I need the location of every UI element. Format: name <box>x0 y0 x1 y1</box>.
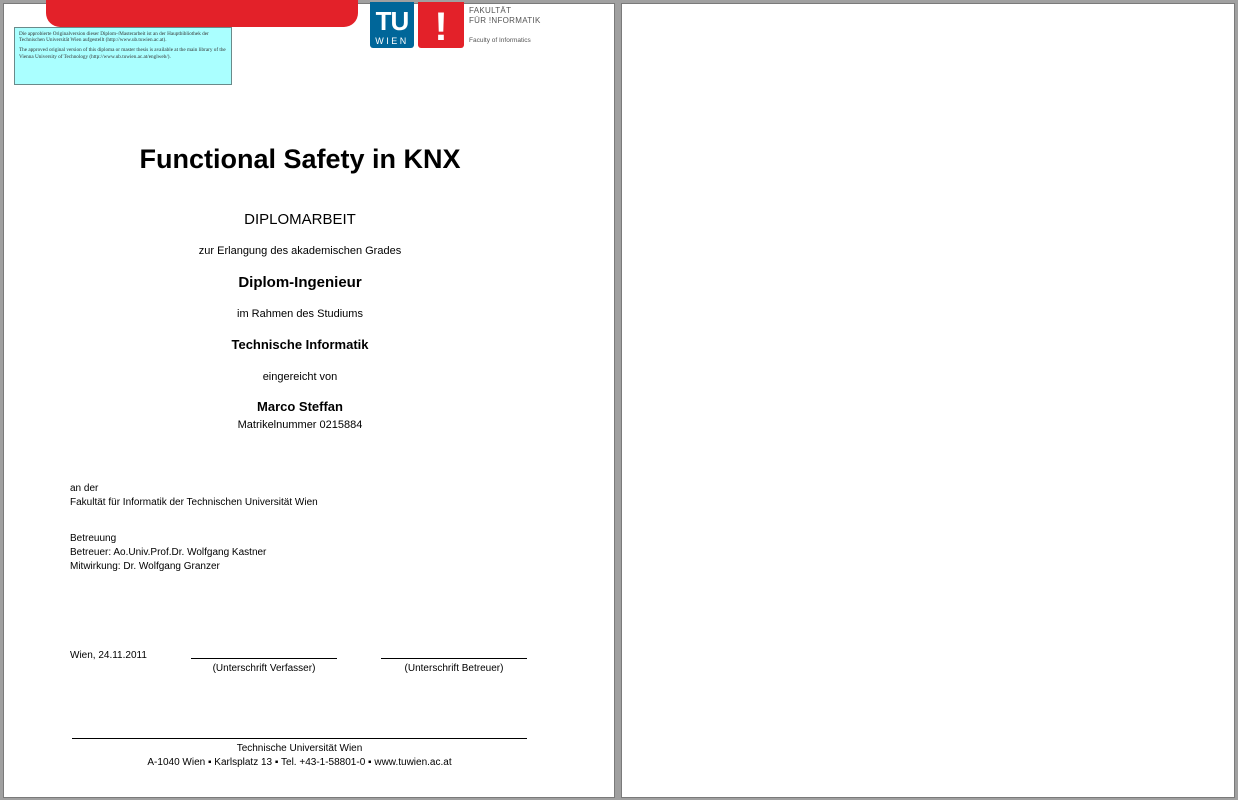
matriculation-number: Matrikelnummer 0215884 <box>237 419 363 431</box>
notice-english: The approved original version of this diploma or master thesis is available at the main library of the Vienna University of Technology (http://www.ub.tuwien.ac.at/englweb/). <box>19 47 226 60</box>
tu-wien-logo <box>370 2 414 48</box>
study-intro: im Rahmen des Studiums <box>237 308 363 320</box>
footer-divider <box>72 738 527 739</box>
pdf-page-2[interactable] <box>622 4 1234 797</box>
institution-block <box>70 482 318 510</box>
supervisor: Betreuer: Ao.Univ.Prof.Dr. Wolfgang Kastner <box>70 547 267 558</box>
footer-university: Technische Universität Wien <box>236 743 363 754</box>
signature-line-author <box>191 658 337 659</box>
degree-name: Diplom-Ingenieur <box>238 274 362 291</box>
degree-intro: zur Erlangung des akademischen Grades <box>198 245 402 257</box>
co-supervisor: Mitwirkung: Dr. Wolfgang Granzer <box>70 561 220 572</box>
signature-line-supervisor <box>381 658 527 659</box>
faculty-line2: FÜR !NFORMATIK <box>469 15 541 25</box>
thesis-title: Functional Safety in KNX <box>139 144 461 174</box>
signature-label-supervisor: (Unterschrift Betreuer) <box>404 663 504 674</box>
author-name: Marco Steffan <box>257 399 343 414</box>
library-notice <box>14 27 232 85</box>
faculty-name: Fakultät für Informatik der Technischen Universität Wien <box>70 497 318 508</box>
date-place: Wien, 24.11.2011 <box>70 650 147 661</box>
supervision-block <box>70 532 266 574</box>
supervision-heading: Betreuung <box>70 533 117 544</box>
document-type: DIPLOMARBEIT <box>244 211 356 228</box>
exclamation-icon: ! <box>434 5 448 48</box>
informatics-exclamation-logo <box>418 2 464 48</box>
tu-wien-text: WIEN <box>375 36 409 46</box>
pdf-page-1[interactable] <box>4 4 614 797</box>
footer-address: A-1040 Wien ▪ Karlsplatz 13 ▪ Tel. +43-1-58801-0 ▪ www.tuwien.ac.at <box>147 757 452 768</box>
submitted-by: eingereicht von <box>262 371 338 383</box>
faculty-line1: FAKULTÄT <box>469 6 512 15</box>
red-banner <box>46 0 358 27</box>
notice-german: Die approbierte Originalversion dieser Diplom-/Masterarbeit ist an der Hauptbibliothek der Technischen Universität Wien aufgestellt (http://www.ub.tuwien.ac.at). <box>19 31 209 44</box>
an-der: an der <box>70 483 99 494</box>
faculty-english: Faculty of Informatics <box>469 37 531 44</box>
signature-label-author: (Unterschrift Verfasser) <box>212 663 316 674</box>
faculty-logo-text <box>469 6 541 25</box>
tu-letters: TU <box>375 6 409 36</box>
study-name: Technische Informatik <box>231 337 369 352</box>
